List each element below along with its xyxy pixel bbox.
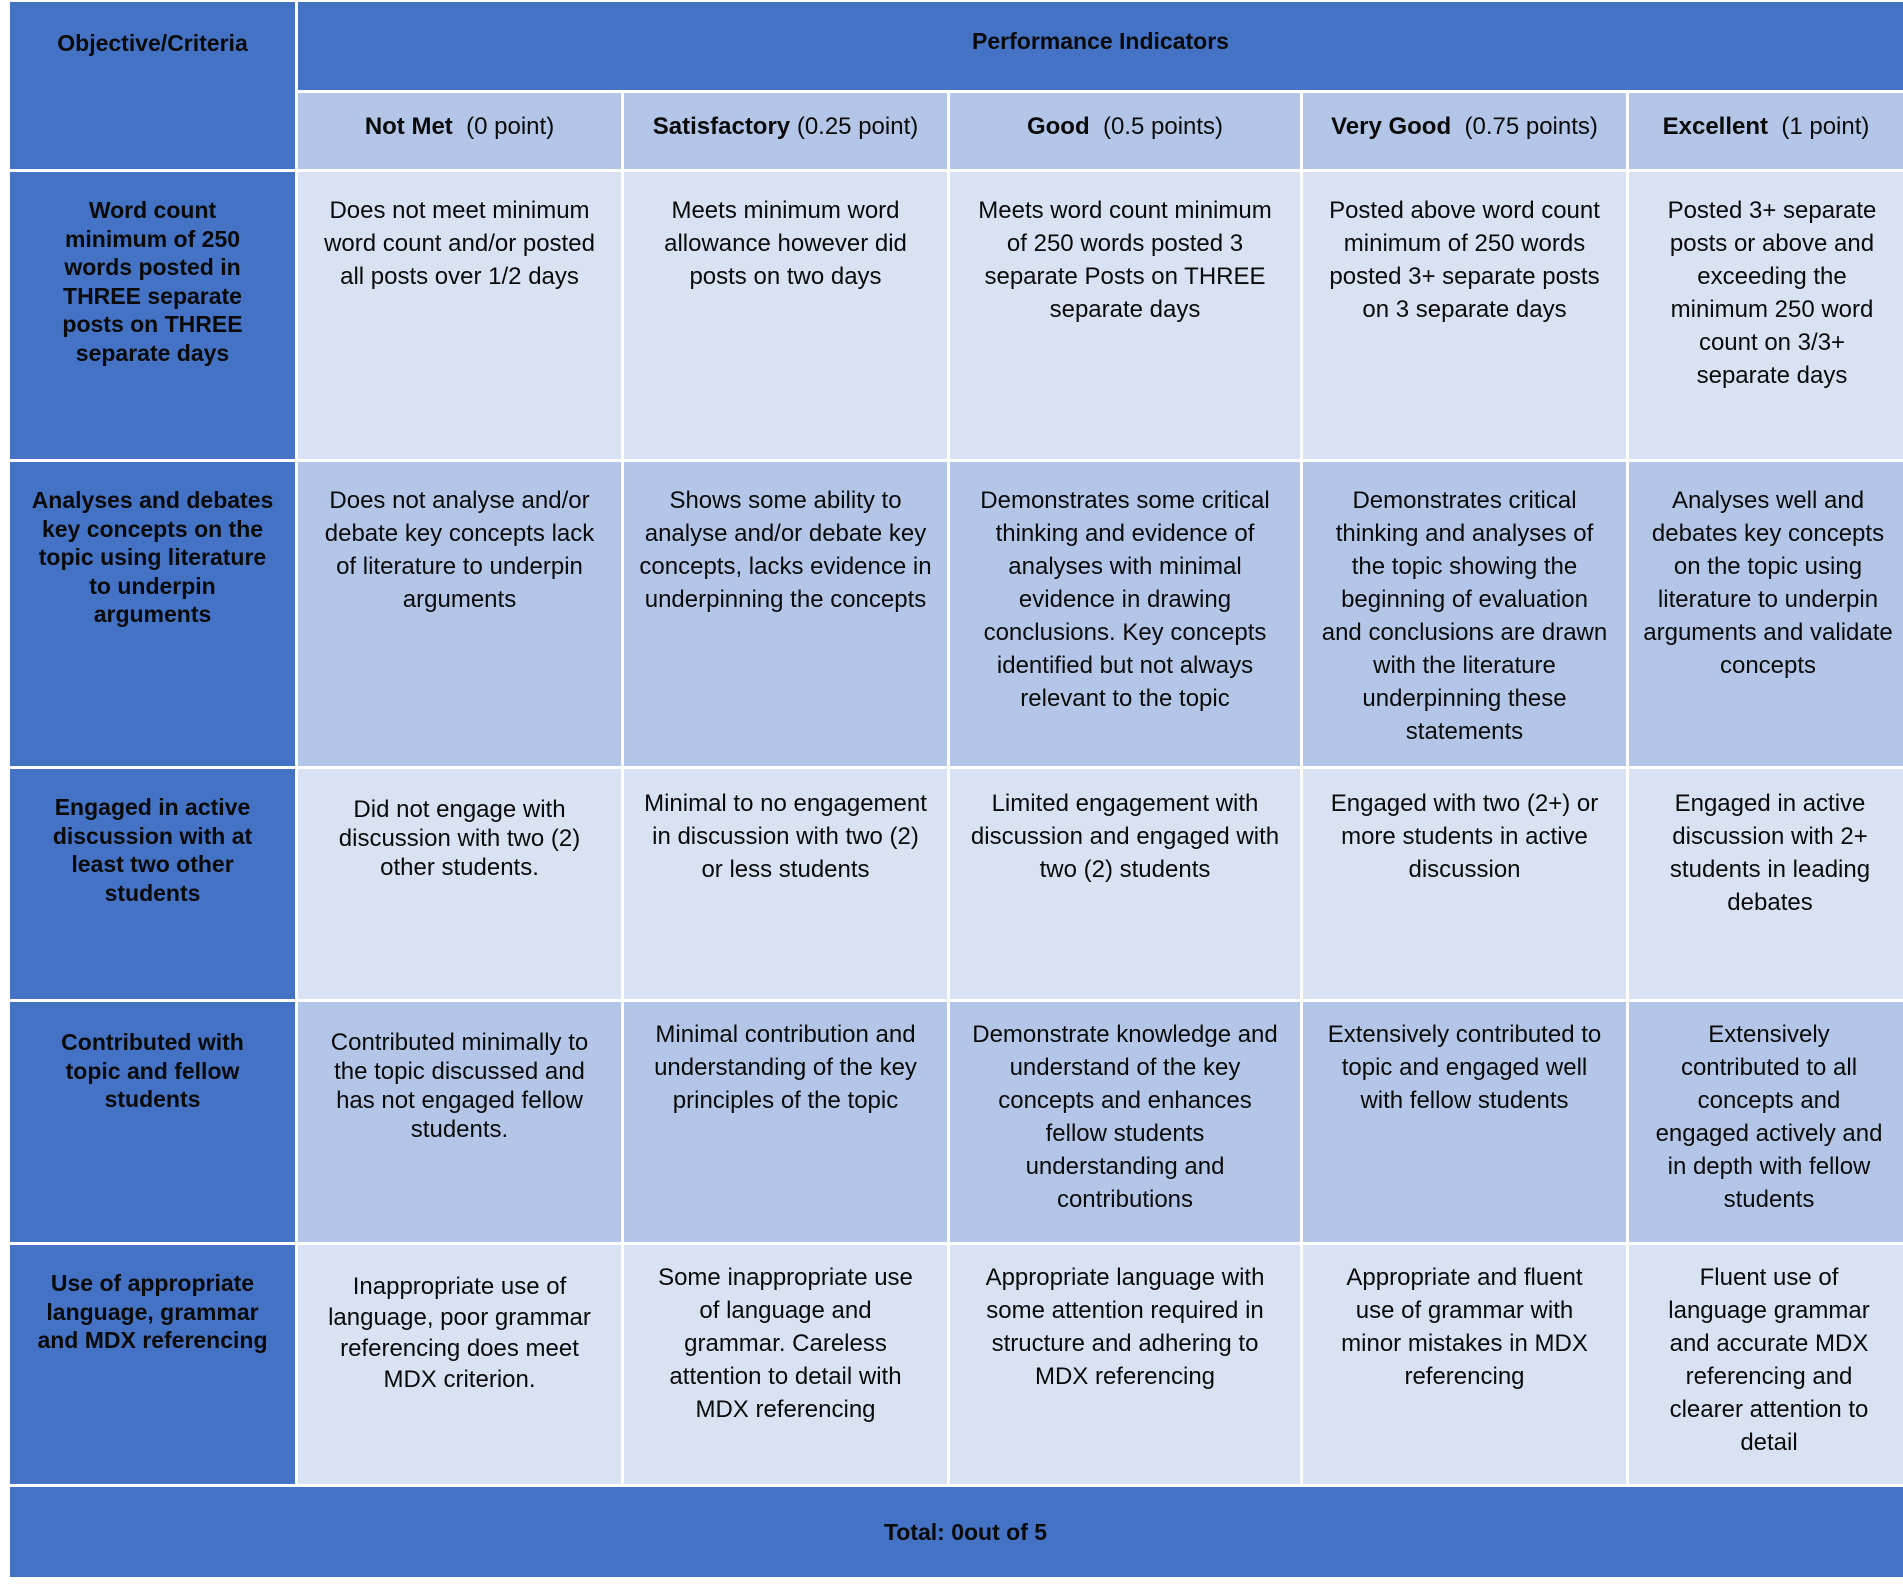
descriptor-cell: Shows some ability to analyse and/or debate key concepts, lacks evidence in underpinning the concepts xyxy=(624,462,947,766)
total-score-bar xyxy=(10,1487,1903,1577)
descriptor-cell: Did not engage with discussion with two (2) other students. xyxy=(298,769,621,999)
level-points: (0.75 points) xyxy=(1464,112,1598,140)
descriptor-cell: Minimal contribution and understanding of the key principles of the topic xyxy=(624,1002,947,1242)
descriptor-cell: Does not analyse and/or debate key concepts lack of literature to underpin arguments xyxy=(298,462,621,766)
descriptor-cell: Limited engagement with discussion and engaged with two (2) students xyxy=(950,769,1300,999)
descriptor-cell: Minimal to no engagement in discussion with two (2) or less students xyxy=(624,769,947,999)
level-header-satisfactory xyxy=(624,93,947,169)
criterion-label: Analyses and debates key concepts on the topic using literature to underpin arguments xyxy=(31,487,274,628)
descriptor-cell: Engaged in active discussion with 2+ students in leading debates xyxy=(1629,769,1903,999)
level-header-good xyxy=(950,93,1300,169)
performance-indicators-header-label: Performance Indicators xyxy=(972,28,1229,54)
descriptor-cell: Does not meet minimum word count and/or posted all posts over 1/2 days xyxy=(298,172,621,459)
descriptor-cell: Appropriate language with some attention required in structure and adhering to MDX referencing xyxy=(950,1245,1300,1484)
descriptor-cell: Meets word count minimum of 250 words posted 3 separate Posts on THREE separate days xyxy=(950,172,1300,459)
level-points: (0 point) xyxy=(466,112,555,140)
criterion-analyses xyxy=(10,462,295,766)
descriptor-cell: Posted above word count minimum of 250 words posted 3+ separate posts on 3 separate days xyxy=(1303,172,1626,459)
level-points: (1 point) xyxy=(1781,112,1870,140)
level-name: Not Met xyxy=(364,112,453,140)
criterion-language xyxy=(10,1245,295,1484)
level-name: Very Good xyxy=(1331,112,1452,140)
descriptor-cell: Inappropriate use of language, poor grammar referencing does meet MDX criterion. xyxy=(298,1245,621,1484)
objective-criteria-header xyxy=(10,2,295,169)
descriptor-cell: Contributed minimally to the topic discussed and has not engaged fellow students. xyxy=(298,1002,621,1242)
level-points: (0.25 point) xyxy=(796,112,919,140)
criterion-label: Contributed with topic and fellow students xyxy=(61,1029,244,1113)
descriptor-cell: Fluent use of language grammar and accurate MDX referencing and clearer attention to detail xyxy=(1629,1245,1903,1484)
performance-indicators-header xyxy=(298,2,1903,90)
rubric-table xyxy=(10,2,1903,1577)
criterion-label: Use of appropriate language, grammar and MDX referencing xyxy=(37,1270,268,1354)
total-score-label: Total: 0out of 5 xyxy=(883,1519,1048,1545)
level-header-excellent xyxy=(1629,93,1903,169)
level-points: (0.5 points) xyxy=(1102,112,1224,140)
descriptor-cell: Posted 3+ separate posts or above and exceeding the minimum 250 word count on 3/3+ separate days xyxy=(1629,172,1903,459)
descriptor-cell: Meets minimum word allowance however did posts on two days xyxy=(624,172,947,459)
descriptor-cell: Extensively contributed to all concepts and engaged actively and in depth with fellow students xyxy=(1629,1002,1903,1242)
level-header-not-met xyxy=(298,93,621,169)
criterion-label: Engaged in active discussion with at least two other students xyxy=(52,794,253,906)
level-header-very-good xyxy=(1303,93,1626,169)
criterion-word-count xyxy=(10,172,295,459)
descriptor-cell: Demonstrate knowledge and understand of the key concepts and enhances fellow students understanding and contributions xyxy=(950,1002,1300,1242)
descriptor-cell: Demonstrates some critical thinking and evidence of analyses with minimal evidence in drawing conclusions. Key concepts identified but not always relevant to the topic xyxy=(950,462,1300,766)
criterion-contribution xyxy=(10,1002,295,1242)
criterion-engagement xyxy=(10,769,295,999)
descriptor-cell: Engaged with two (2+) or more students in active discussion xyxy=(1303,769,1626,999)
level-name: Satisfactory xyxy=(652,112,791,140)
descriptor-cell: Extensively contributed to topic and engaged well with fellow students xyxy=(1303,1002,1626,1242)
level-name: Good xyxy=(1026,112,1090,140)
criterion-label: Word count minimum of 250 words posted in THREE separate posts on THREE separate days xyxy=(62,197,243,366)
objective-criteria-header-label: Objective/Criteria xyxy=(57,30,248,56)
descriptor-cell: Some inappropriate use of language and grammar. Careless attention to detail with MDX referencing xyxy=(624,1245,947,1484)
descriptor-cell: Appropriate and fluent use of grammar with minor mistakes in MDX referencing xyxy=(1303,1245,1626,1484)
descriptor-cell: Analyses well and debates key concepts on the topic using literature to underpin arguments and validate concepts xyxy=(1629,462,1903,766)
descriptor-cell: Demonstrates critical thinking and analyses of the topic showing the beginning of evaluation and conclusions are drawn with the literature underpinning these statements xyxy=(1303,462,1626,766)
level-name: Excellent xyxy=(1662,112,1768,140)
